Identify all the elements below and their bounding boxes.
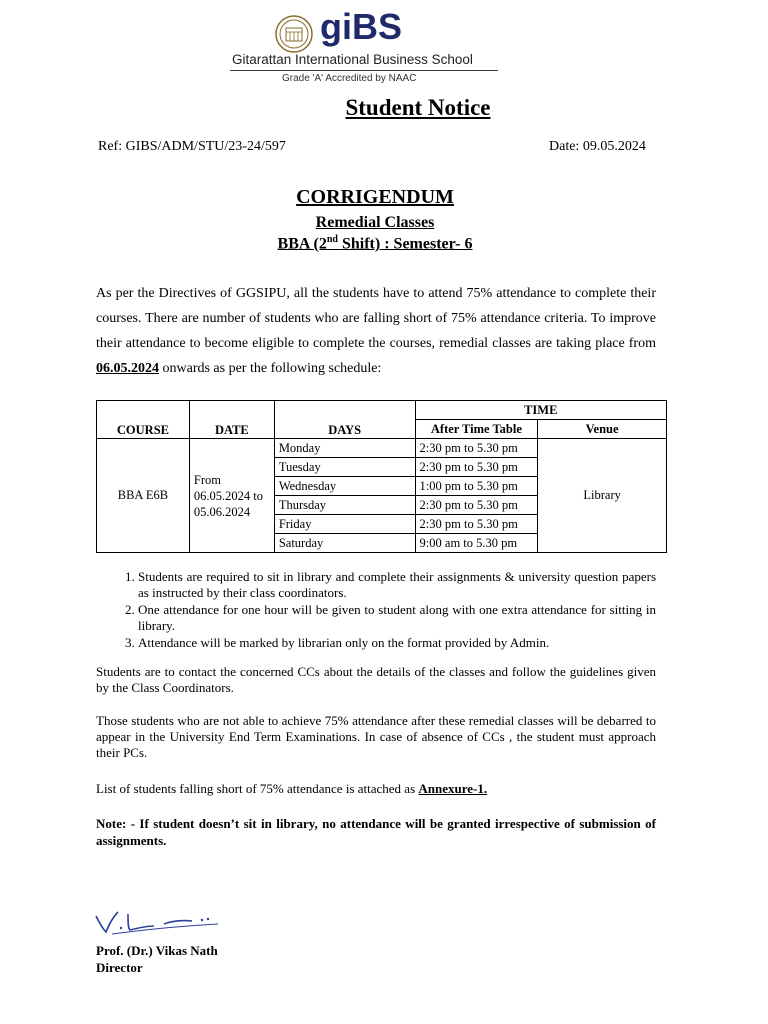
notice-title: Student Notice — [345, 95, 491, 120]
note-paragraph: Note: - If student doesn’t sit in library, no attendance will be granted irrespective of submission of assignments. — [96, 816, 656, 848]
header-date: DATE — [189, 401, 274, 439]
header-course: COURSE — [97, 401, 190, 439]
day-cell: Saturday — [274, 534, 415, 553]
time-cell: 2:30 pm to 5.30 pm — [415, 458, 538, 477]
annexure-reference: Annexure-1. — [418, 781, 488, 796]
day-cell: Thursday — [274, 496, 415, 515]
start-date: 06.05.2024 — [96, 361, 159, 376]
day-cell: Friday — [274, 515, 415, 534]
time-cell: 2:30 pm to 5.30 pm — [415, 439, 538, 458]
instructions-list — [112, 569, 656, 652]
notice-date: Date: 09.05.2024 — [549, 139, 646, 154]
school-name: Gitarattan International Business School — [232, 52, 473, 67]
college-seal-icon — [274, 14, 314, 54]
contact-paragraph: Students are to contact the concerned CCs about the details of the classes and follow the guidelines given by the Class Coordinators. — [96, 664, 656, 695]
time-cell: 1:00 pm to 5.30 pm — [415, 477, 538, 496]
signatory-name: Prof. (Dr.) Vikas Nath — [96, 943, 218, 958]
annexure-paragraph: List of students falling short of 75% attendance is attached as Annexure-1. — [96, 781, 488, 796]
debarred-paragraph: Those students who are not able to achieve 75% attendance after these remedial classes will be debarred to appear in the University End Term Examinations. In case of absence of CCs , the student must approach their PCs. — [96, 713, 656, 760]
header-days: DAYS — [274, 401, 415, 439]
list-item: 1. Students are required to sit in library and complete their assignments & university question papers as instructed by their class coordinators. — [138, 569, 656, 601]
time-cell: 2:30 pm to 5.30 pm — [415, 515, 538, 534]
brand-wordmark: giBS — [320, 6, 403, 47]
list-item: 2. One attendance for one hour will be given to student along with one extra attendance for sitting in library. — [138, 602, 656, 634]
time-cell: 2:30 pm to 5.30 pm — [415, 496, 538, 515]
corrigendum-heading: CORRIGENDUM — [296, 186, 454, 208]
venue-cell: Library — [538, 439, 667, 553]
time-cell: 9:00 am to 5.30 pm — [415, 534, 538, 553]
accreditation-text: Grade 'A' Accredited by NAAC — [282, 73, 417, 84]
intro-paragraph: As per the Directives of GGSIPU, all the students have to attend 75% attendance to complete their courses. There are number of students who are falling short of 75% attendance criteria. To improve their attendance to become eligible to complete the courses, remedial classes are taking place from 06.05.2024 onwards as per the following schedule: — [96, 286, 656, 376]
institution-logo — [222, 6, 528, 86]
date-range-cell: From 06.05.2024 to 05.06.2024 — [189, 439, 274, 553]
day-cell: Monday — [274, 439, 415, 458]
reference-number: Ref: GIBS/ADM/STU/23-24/597 — [98, 139, 286, 154]
logo-divider — [230, 70, 498, 71]
signatory — [96, 942, 218, 976]
day-cell: Wednesday — [274, 477, 415, 496]
header-time: TIME — [415, 401, 666, 420]
list-item: 3. Attendance will be marked by librarian only on the format provided by Admin. — [138, 635, 656, 651]
course-cell: BBA E6B — [97, 439, 190, 553]
remedial-classes-heading: Remedial Classes — [315, 214, 435, 231]
schedule-table — [96, 400, 667, 553]
day-cell: Tuesday — [274, 458, 415, 477]
header-venue: Venue — [538, 420, 667, 439]
signatory-designation: Director — [96, 960, 143, 975]
program-heading: BBA (2nd Shift) : Semester- 6 — [277, 234, 473, 253]
signature-image — [92, 904, 222, 940]
header-after-time-table: After Time Table — [415, 420, 538, 439]
